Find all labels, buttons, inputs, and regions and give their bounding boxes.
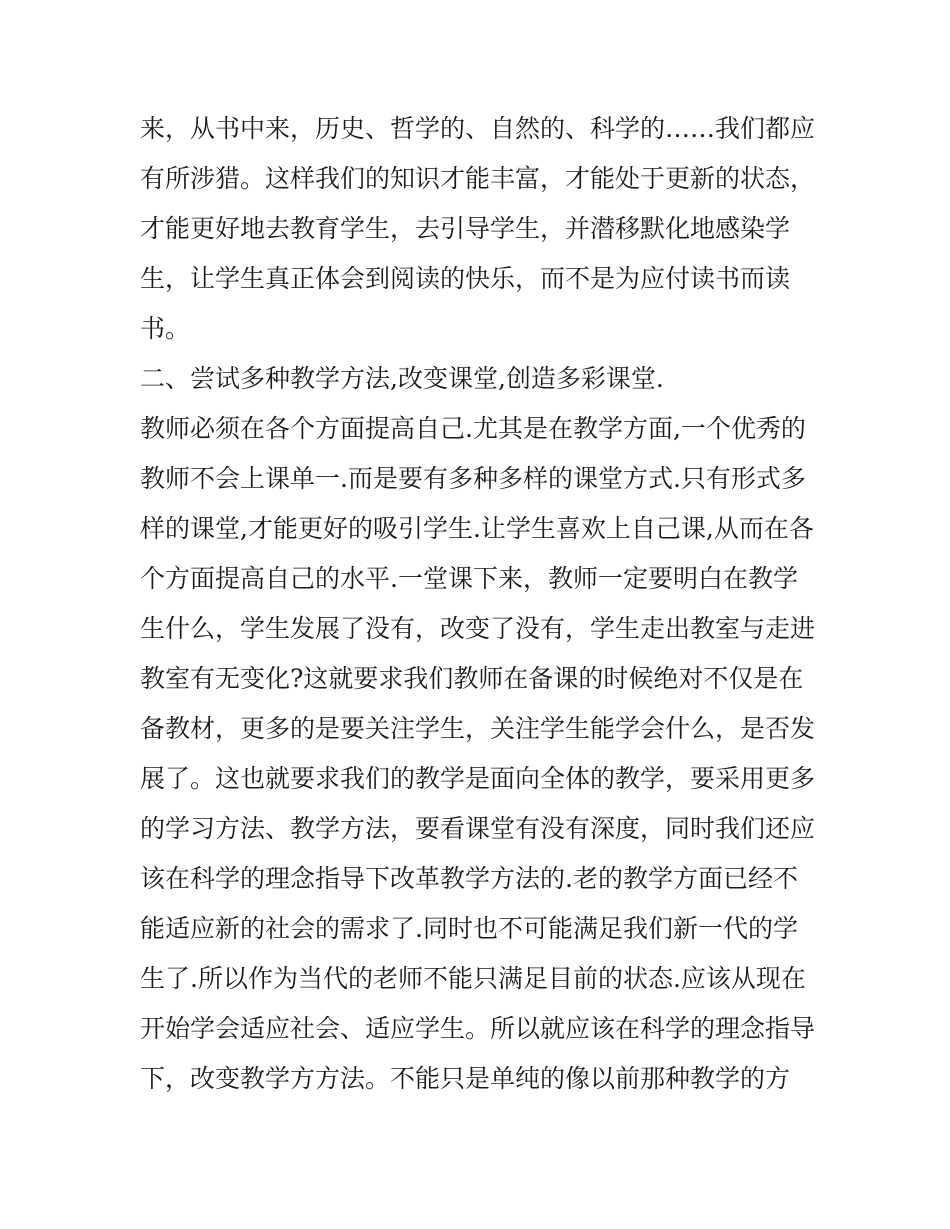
- text-line: 下，改变教学方方法。不能只是单纯的像以前那种教学的方: [140, 1064, 791, 1093]
- text-line: 该在科学的理念指导下改革教学方法的.老的教学方面已经不: [140, 864, 798, 893]
- text-line: 教室有无变化?这就要求我们教师在备课的时候绝对不仅是在: [140, 664, 804, 693]
- text-line: 教师必须在各个方面提高自己.尤其是在教学方面,一个优秀的: [140, 414, 806, 443]
- text-line: 样的课堂,才能更好的吸引学生.让学生喜欢上自己课,从而在各: [140, 514, 814, 543]
- text-line: 有所涉猎。这样我们的知识才能丰富，才能处于更新的状态，: [140, 164, 816, 193]
- text-line: 备教材，更多的是要关注学生，关注学生能学会什么，是否发: [140, 714, 816, 743]
- text-line: 才能更好地去教育学生，去引导学生，并潜移默化地感染学: [140, 214, 791, 243]
- text-line: 生了.所以作为当代的老师不能只满足目前的状态.应该从现在: [140, 964, 806, 993]
- text-line: 生什么，学生发展了没有，改变了没有，学生走出教室与走进: [140, 614, 816, 643]
- section-heading: 二、尝试多种教学方法,改变课堂,创造多彩课堂.: [140, 364, 664, 393]
- text-line: 开始学会适应社会、适应学生。所以就应该在科学的理念指导: [140, 1014, 816, 1043]
- body-text: [140, 104, 840, 1104]
- text-line: 展了。这也就要求我们的教学是面向全体的教学，要采用更多: [140, 764, 816, 793]
- text-line: 书。: [140, 314, 191, 343]
- text-line: 教师不会上课单一.而是要有多种多样的课堂方式.只有形式多: [140, 464, 806, 493]
- text-line: 来，从书中来，历史、哲学的、自然的、科学的……我们都应: [140, 114, 816, 143]
- text-line: 生，让学生真正体会到阅读的快乐，而不是为应付读书而读: [140, 264, 791, 293]
- text-line: 的学习方法、教学方法，要看课堂有没有深度，同时我们还应: [140, 814, 816, 843]
- text-line: 能适应新的社会的需求了.同时也不可能满足我们新一代的学: [140, 914, 798, 943]
- text-line: 个方面提高自己的水平.一堂课下来，教师一定要明白在教学: [140, 564, 798, 593]
